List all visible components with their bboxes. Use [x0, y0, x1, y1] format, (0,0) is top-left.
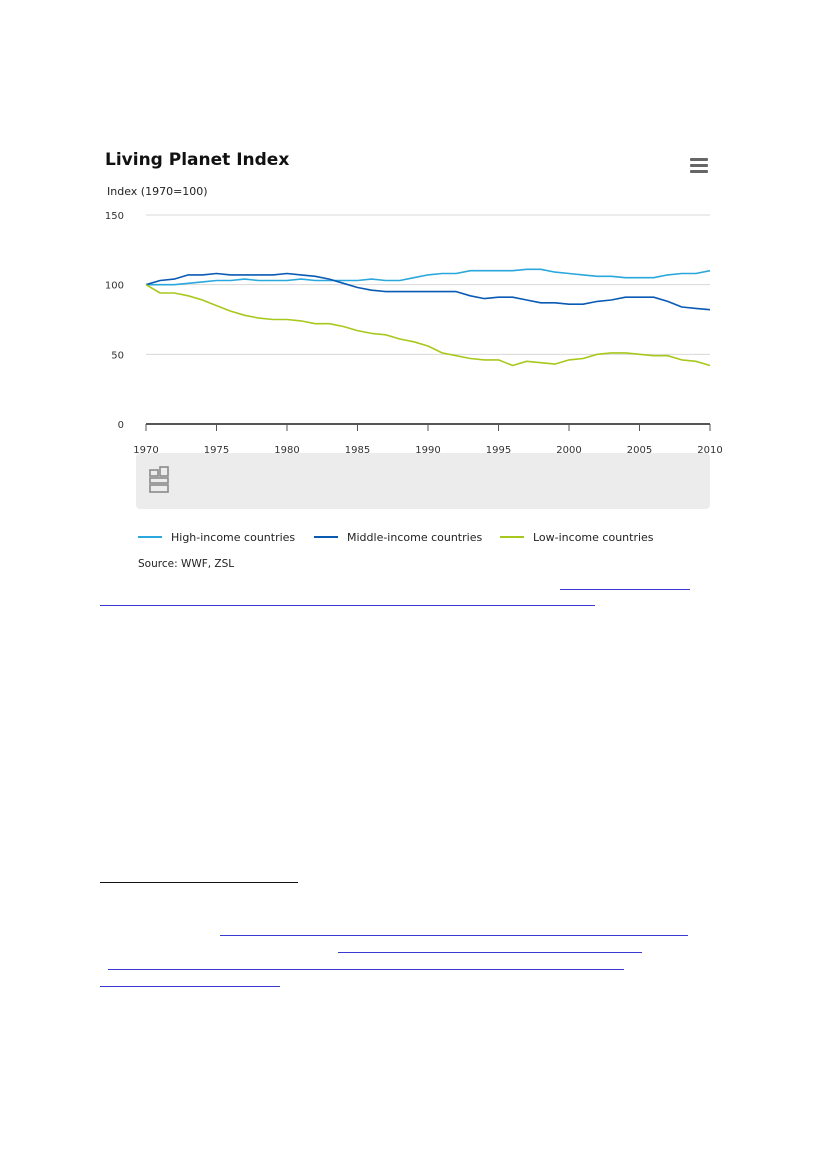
credits-panel — [136, 453, 710, 509]
chart-container — [100, 140, 723, 580]
x-tick-label: 1985 — [344, 445, 371, 456]
x-tick-label: 1970 — [133, 445, 159, 456]
hyperlink-underline[interactable] — [100, 605, 595, 606]
legend-label: High-income countries — [171, 531, 296, 544]
x-tick-label: 1975 — [203, 445, 230, 456]
legend-item-high-income[interactable] — [138, 531, 295, 544]
legend-label: Middle-income countries — [347, 531, 483, 544]
y-tick-label: 0 — [117, 420, 124, 431]
hyperlink-underline[interactable] — [560, 589, 690, 590]
legend-swatch — [138, 536, 162, 538]
footnote-separator — [100, 882, 298, 883]
x-tick-label: 2000 — [556, 445, 582, 456]
series-line-middle-income — [146, 274, 710, 310]
x-tick-label: 2010 — [697, 445, 723, 456]
chart-title: Living Planet Index — [105, 150, 290, 170]
y-axis-title: Index (1970=100) — [107, 185, 208, 198]
hyperlink-underline[interactable] — [220, 935, 688, 936]
y-tick-label: 50 — [111, 350, 124, 362]
hyperlink-underline[interactable] — [100, 986, 280, 987]
hyperlink-underline[interactable] — [108, 969, 624, 970]
x-tick-label: 1995 — [485, 445, 512, 456]
hyperlink-underline[interactable] — [338, 952, 642, 953]
legend-item-middle-income[interactable] — [314, 531, 482, 544]
series-line-high-income — [146, 269, 710, 284]
x-tick-label: 2005 — [626, 445, 653, 456]
line-chart-plot — [100, 140, 723, 520]
x-tick-label: 1990 — [415, 445, 441, 456]
y-tick-label: 100 — [104, 280, 124, 292]
legend-label: Low-income countries — [533, 531, 654, 544]
y-tick-label: 150 — [104, 211, 124, 222]
legend-swatch — [314, 536, 338, 538]
x-tick-label: 1980 — [274, 445, 300, 456]
source-note: Source: WWF, ZSL — [138, 558, 235, 570]
legend-item-low-income[interactable] — [500, 531, 654, 544]
legend-swatch — [500, 536, 524, 538]
